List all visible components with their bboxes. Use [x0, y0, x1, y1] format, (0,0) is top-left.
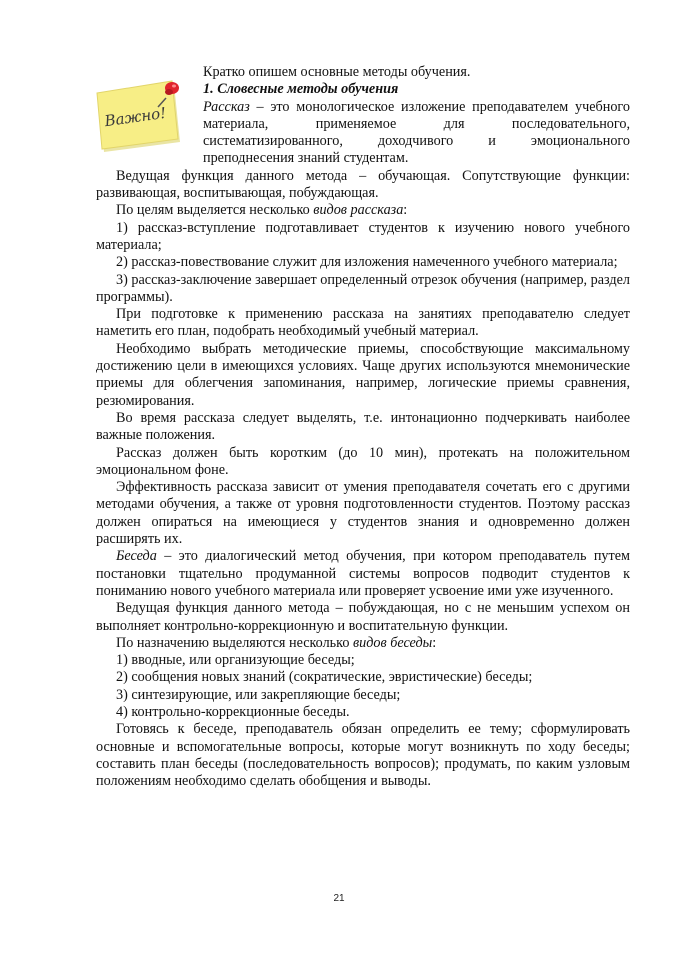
paragraph: Эффективность рассказа зависит от умения преподавателя сочетать его с другими методами обучения, а также от уровня подготовленности студентов. Поэтому рассказ должен опираться на имеющиеся у студентов знания и одновременно должен расширять их. [96, 479, 630, 548]
conversation-definition-text: – это диалогический метод обучения, при котором преподаватель путем постановки тщательно продуманной системы вопросов подводит студентов к пониманию нового учебного материала или проверяет усвоение ими уже изученного. [96, 548, 630, 599]
paragraph: Рассказ должен быть коротким (до 10 мин), протекать на положительном эмоциональном фоне. [96, 444, 630, 478]
emphasis: видов рассказа [313, 202, 404, 219]
list-item: 2) сообщения новых знаний (сократические, эвристические) беседы; [116, 669, 533, 686]
paragraph-functions: Ведущая функция данного метода – обучающая. Сопутствующие функции: развивающая, воспитывающая, побуждающая. [96, 167, 630, 202]
paragraph: Во время рассказа следует выделять, т.е. интонационно подчеркивать наиболее важные положения. [96, 409, 630, 444]
list-item: 1) вводные, или организующие беседы; [116, 652, 355, 669]
text-span: По назначению выделяются несколько [116, 634, 353, 651]
list-item: 2) рассказ-повествование служит для изложения намеченного учебного материала; [116, 254, 618, 271]
paragraph: При подготовке к применению рассказа на занятиях преподавателю следует наметить его план, подобрать необходимый учебный материал. [96, 306, 630, 340]
story-definition [203, 99, 630, 168]
list-item: 3) рассказ-заключение завершает определенный отрезок обучения (например, раздел программы). [96, 271, 630, 305]
paragraph-conversation-types [96, 635, 630, 652]
paragraph: Ведущая функция данного метода – побуждающая, но с не меньшим успехом он выполняет контрольно-коррекционную и воспитательную функции. [96, 600, 630, 634]
paragraph: Готовясь к беседе, преподаватель обязан определить ее тему; сформулировать основные и вспомогательные вопросы, которые могут возникнуть по ходу беседы; составить план беседы (последовательность вопросов); продумать, по каким узловым положениям необходимо сделать обобщения и выводы. [96, 721, 630, 790]
body-text [96, 64, 630, 790]
paragraph-story-types [96, 202, 630, 219]
conversation-definition [96, 548, 630, 600]
list-item: 1) рассказ-вступление подготавливает студентов к изучению нового учебного материала; [96, 219, 630, 253]
term-conversation: Беседа [116, 548, 157, 565]
term-story: Рассказ [203, 98, 250, 115]
story-definition-text: – это монологическое изложение преподавателем учебного материала, применяемое для последовательного, систематизированного, доходчивого и эмоционального преподнесения знаний студентам. [203, 98, 630, 167]
section-heading: 1. Словесные методы обучения [203, 81, 399, 98]
list-item: 3) синтезирующие, или закрепляющие беседы; [116, 686, 401, 703]
intro-lead: Кратко опишем основные методы обучения. [203, 64, 471, 80]
paragraph: Необходимо выбрать методические приемы, способствующие максимальному достижению цели в имеющихся условиях. Чаще других используются мнемонические приемы для облегчения запоминания, например, логические приемы сравнения, резюмирования. [96, 340, 630, 409]
sticker-label: Важно! [103, 103, 168, 131]
text-span: По целям выделяется несколько [116, 202, 314, 219]
intro-block [203, 64, 630, 168]
page-number: 21 [333, 893, 345, 904]
text-span: : [432, 634, 437, 651]
text-span: : [403, 202, 408, 219]
list-item: 4) контрольно-коррекционные беседы. [116, 703, 350, 720]
emphasis: видов беседы [352, 634, 433, 651]
